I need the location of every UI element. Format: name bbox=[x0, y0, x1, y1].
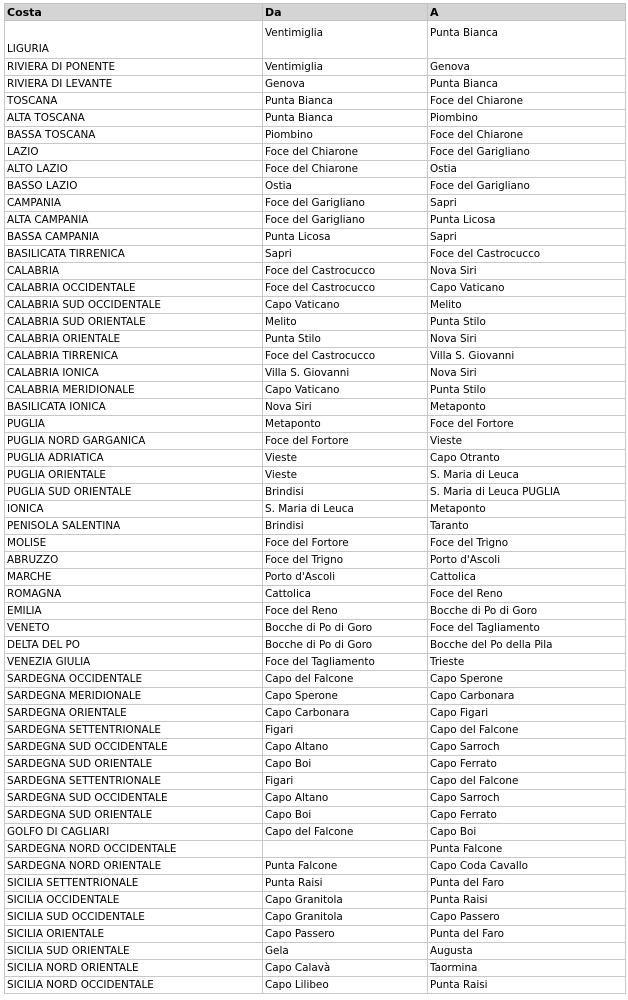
cell-costa: TOSCANA bbox=[5, 93, 263, 110]
cell-da: Foce del Castrocucco bbox=[263, 348, 428, 365]
cell-costa: SICILIA NORD OCCIDENTALE bbox=[5, 977, 263, 994]
cell-costa: IONICA bbox=[5, 501, 263, 518]
cell-costa: PUGLIA ORIENTALE bbox=[5, 467, 263, 484]
table-row bbox=[5, 76, 626, 93]
cell-costa: PUGLIA bbox=[5, 416, 263, 433]
cell-da: Punta Bianca bbox=[263, 93, 428, 110]
table-row bbox=[5, 943, 626, 960]
cell-da: Foce del Fortore bbox=[263, 535, 428, 552]
table-row bbox=[5, 773, 626, 790]
cell-da: Foce del Castrocucco bbox=[263, 263, 428, 280]
cell-a: Sapri bbox=[428, 229, 626, 246]
cell-a: Punta Bianca bbox=[428, 76, 626, 93]
cell-a: Capo Carbonara bbox=[428, 688, 626, 705]
cell-a: S. Maria di Leuca PUGLIA bbox=[428, 484, 626, 501]
table-row bbox=[5, 790, 626, 807]
table-header-row bbox=[5, 4, 626, 21]
cell-costa: PUGLIA NORD GARGANICA bbox=[5, 433, 263, 450]
cell-da: Cattolica bbox=[263, 586, 428, 603]
cell-a: Capo Figari bbox=[428, 705, 626, 722]
cell-costa: BASILICATA IONICA bbox=[5, 399, 263, 416]
cell-costa: PENISOLA SALENTINA bbox=[5, 518, 263, 535]
table-row bbox=[5, 314, 626, 331]
cell-a: Punta Bianca bbox=[428, 21, 626, 59]
cell-a: Foce del Tagliamento bbox=[428, 620, 626, 637]
cell-a: S. Maria di Leuca bbox=[428, 467, 626, 484]
cell-costa: CALABRIA OCCIDENTALE bbox=[5, 280, 263, 297]
cell-da: Metaponto bbox=[263, 416, 428, 433]
table-row bbox=[5, 484, 626, 501]
table-row bbox=[5, 93, 626, 110]
cell-da: Punta Licosa bbox=[263, 229, 428, 246]
cell-da: Bocche di Po di Goro bbox=[263, 637, 428, 654]
cell-costa: CALABRIA SUD OCCIDENTALE bbox=[5, 297, 263, 314]
cell-da bbox=[263, 841, 428, 858]
table-row bbox=[5, 433, 626, 450]
cell-costa: MOLISE bbox=[5, 535, 263, 552]
cell-a: Capo Sarroch bbox=[428, 739, 626, 756]
cell-da: Foce del Tagliamento bbox=[263, 654, 428, 671]
table-body bbox=[5, 21, 626, 994]
table-row bbox=[5, 552, 626, 569]
table-row bbox=[5, 110, 626, 127]
cell-costa: SICILIA ORIENTALE bbox=[5, 926, 263, 943]
table-row bbox=[5, 586, 626, 603]
cell-a: Punta del Faro bbox=[428, 875, 626, 892]
cell-a: Villa S. Giovanni bbox=[428, 348, 626, 365]
cell-costa: DELTA DEL PO bbox=[5, 637, 263, 654]
cell-a: Bocche di Po di Goro bbox=[428, 603, 626, 620]
cell-costa: BASILICATA TIRRENICA bbox=[5, 246, 263, 263]
table-row bbox=[5, 671, 626, 688]
cell-a: Melito bbox=[428, 297, 626, 314]
cell-costa: ALTA TOSCANA bbox=[5, 110, 263, 127]
cell-a: Capo Coda Cavallo bbox=[428, 858, 626, 875]
cell-da: Brindisi bbox=[263, 484, 428, 501]
cell-a: Trieste bbox=[428, 654, 626, 671]
cell-da: Capo Lilibeo bbox=[263, 977, 428, 994]
cell-da: Gela bbox=[263, 943, 428, 960]
cell-a: Foce del Garigliano bbox=[428, 178, 626, 195]
cell-costa: CALABRIA bbox=[5, 263, 263, 280]
cell-da: Foce del Reno bbox=[263, 603, 428, 620]
cell-costa: VENEZIA GIULIA bbox=[5, 654, 263, 671]
cell-costa: SICILIA NORD ORIENTALE bbox=[5, 960, 263, 977]
cell-a: Punta Raisi bbox=[428, 977, 626, 994]
cell-costa: SARDEGNA NORD OCCIDENTALE bbox=[5, 841, 263, 858]
cell-costa: ROMAGNA bbox=[5, 586, 263, 603]
cell-a: Bocche del Po della Pila bbox=[428, 637, 626, 654]
table-row bbox=[5, 161, 626, 178]
cell-a: Piombino bbox=[428, 110, 626, 127]
cell-a: Taranto bbox=[428, 518, 626, 535]
cell-costa: VENETO bbox=[5, 620, 263, 637]
cell-costa: CALABRIA ORIENTALE bbox=[5, 331, 263, 348]
cell-costa: SARDEGNA NORD ORIENTALE bbox=[5, 858, 263, 875]
cell-a: Capo Otranto bbox=[428, 450, 626, 467]
cell-da: Foce del Garigliano bbox=[263, 212, 428, 229]
cell-a: Foce del Garigliano bbox=[428, 144, 626, 161]
table-row bbox=[5, 416, 626, 433]
cell-da: Bocche di Po di Goro bbox=[263, 620, 428, 637]
coast-table-container bbox=[4, 3, 625, 994]
cell-costa: SARDEGNA SUD OCCIDENTALE bbox=[5, 790, 263, 807]
table-row bbox=[5, 603, 626, 620]
cell-da: Vieste bbox=[263, 450, 428, 467]
table-row bbox=[5, 875, 626, 892]
cell-da: Melito bbox=[263, 314, 428, 331]
cell-a: Capo Sarroch bbox=[428, 790, 626, 807]
cell-a: Punta del Faro bbox=[428, 926, 626, 943]
cell-da: Sapri bbox=[263, 246, 428, 263]
table-row bbox=[5, 892, 626, 909]
table-row bbox=[5, 841, 626, 858]
cell-a: Genova bbox=[428, 59, 626, 76]
column-header-costa: Costa bbox=[5, 4, 263, 21]
cell-a: Punta Stilo bbox=[428, 314, 626, 331]
table-row bbox=[5, 501, 626, 518]
cell-costa: EMILIA bbox=[5, 603, 263, 620]
table-row bbox=[5, 348, 626, 365]
table-row bbox=[5, 824, 626, 841]
cell-costa: SARDEGNA MERIDIONALE bbox=[5, 688, 263, 705]
table-row bbox=[5, 467, 626, 484]
table-row bbox=[5, 246, 626, 263]
cell-a: Capo Ferrato bbox=[428, 807, 626, 824]
column-header-da: Da bbox=[263, 4, 428, 21]
cell-costa: LAZIO bbox=[5, 144, 263, 161]
cell-da: Villa S. Giovanni bbox=[263, 365, 428, 382]
cell-a: Capo Ferrato bbox=[428, 756, 626, 773]
table-row bbox=[5, 399, 626, 416]
cell-costa: ABRUZZO bbox=[5, 552, 263, 569]
cell-da: Vieste bbox=[263, 467, 428, 484]
cell-da: Ventimiglia bbox=[263, 21, 428, 59]
cell-a: Taormina bbox=[428, 960, 626, 977]
cell-a: Capo Passero bbox=[428, 909, 626, 926]
cell-costa: ALTA CAMPANIA bbox=[5, 212, 263, 229]
table-row bbox=[5, 450, 626, 467]
cell-a: Metaponto bbox=[428, 399, 626, 416]
cell-a: Capo del Falcone bbox=[428, 722, 626, 739]
cell-a: Punta Raisi bbox=[428, 892, 626, 909]
cell-a: Foce del Castrocucco bbox=[428, 246, 626, 263]
cell-a: Punta Falcone bbox=[428, 841, 626, 858]
table-row bbox=[5, 654, 626, 671]
cell-da: Figari bbox=[263, 722, 428, 739]
cell-da: Foce del Garigliano bbox=[263, 195, 428, 212]
cell-costa: CALABRIA SUD ORIENTALE bbox=[5, 314, 263, 331]
table-row bbox=[5, 926, 626, 943]
cell-da: Punta Falcone bbox=[263, 858, 428, 875]
table-row bbox=[5, 195, 626, 212]
cell-da: Capo Boi bbox=[263, 807, 428, 824]
cell-da: Capo del Falcone bbox=[263, 671, 428, 688]
table-row bbox=[5, 280, 626, 297]
cell-costa: GOLFO DI CAGLIARI bbox=[5, 824, 263, 841]
cell-costa: SICILIA SUD OCCIDENTALE bbox=[5, 909, 263, 926]
cell-a: Vieste bbox=[428, 433, 626, 450]
cell-da: Capo Boi bbox=[263, 756, 428, 773]
cell-costa: BASSA CAMPANIA bbox=[5, 229, 263, 246]
cell-costa: SARDEGNA ORIENTALE bbox=[5, 705, 263, 722]
cell-costa: SARDEGNA SETTENTRIONALE bbox=[5, 722, 263, 739]
cell-a: Punta Stilo bbox=[428, 382, 626, 399]
cell-costa: SICILIA SUD ORIENTALE bbox=[5, 943, 263, 960]
cell-costa: SARDEGNA SUD ORIENTALE bbox=[5, 756, 263, 773]
cell-a: Nova Siri bbox=[428, 263, 626, 280]
cell-da: Foce del Chiarone bbox=[263, 161, 428, 178]
cell-costa: ALTO LAZIO bbox=[5, 161, 263, 178]
cell-da: Capo del Falcone bbox=[263, 824, 428, 841]
cell-da: Capo Granitola bbox=[263, 892, 428, 909]
cell-da: Capo Vaticano bbox=[263, 382, 428, 399]
column-header-a: A bbox=[428, 4, 626, 21]
table-row bbox=[5, 21, 626, 59]
table-row bbox=[5, 229, 626, 246]
cell-da: Punta Stilo bbox=[263, 331, 428, 348]
cell-da: S. Maria di Leuca bbox=[263, 501, 428, 518]
table-row bbox=[5, 178, 626, 195]
cell-da: Nova Siri bbox=[263, 399, 428, 416]
cell-da: Capo Altano bbox=[263, 790, 428, 807]
cell-da: Capo Altano bbox=[263, 739, 428, 756]
table-row bbox=[5, 739, 626, 756]
table-row bbox=[5, 909, 626, 926]
cell-da: Capo Calavà bbox=[263, 960, 428, 977]
table-row bbox=[5, 127, 626, 144]
cell-a: Capo Sperone bbox=[428, 671, 626, 688]
table-row bbox=[5, 365, 626, 382]
cell-da: Ventimiglia bbox=[263, 59, 428, 76]
cell-da: Piombino bbox=[263, 127, 428, 144]
cell-costa: CALABRIA IONICA bbox=[5, 365, 263, 382]
cell-a: Capo del Falcone bbox=[428, 773, 626, 790]
cell-da: Capo Carbonara bbox=[263, 705, 428, 722]
cell-da: Ostia bbox=[263, 178, 428, 195]
cell-costa: SICILIA OCCIDENTALE bbox=[5, 892, 263, 909]
cell-a: Capo Vaticano bbox=[428, 280, 626, 297]
cell-costa: BASSA TOSCANA bbox=[5, 127, 263, 144]
coast-table bbox=[4, 3, 626, 994]
cell-a: Cattolica bbox=[428, 569, 626, 586]
table-row bbox=[5, 722, 626, 739]
cell-costa: CALABRIA TIRRENICA bbox=[5, 348, 263, 365]
cell-a: Foce del Fortore bbox=[428, 416, 626, 433]
cell-a: Punta Licosa bbox=[428, 212, 626, 229]
table-row bbox=[5, 569, 626, 586]
cell-da: Foce del Castrocucco bbox=[263, 280, 428, 297]
cell-a: Foce del Chiarone bbox=[428, 127, 626, 144]
cell-da: Foce del Fortore bbox=[263, 433, 428, 450]
cell-a: Ostia bbox=[428, 161, 626, 178]
cell-costa: RIVIERA DI LEVANTE bbox=[5, 76, 263, 93]
table-row bbox=[5, 518, 626, 535]
cell-a: Nova Siri bbox=[428, 331, 626, 348]
cell-costa: CALABRIA MERIDIONALE bbox=[5, 382, 263, 399]
cell-costa: PUGLIA ADRIATICA bbox=[5, 450, 263, 467]
table-row bbox=[5, 535, 626, 552]
cell-costa: SARDEGNA SUD ORIENTALE bbox=[5, 807, 263, 824]
cell-da: Punta Raisi bbox=[263, 875, 428, 892]
cell-costa: SARDEGNA SUD OCCIDENTALE bbox=[5, 739, 263, 756]
table-row bbox=[5, 807, 626, 824]
cell-a: Capo Boi bbox=[428, 824, 626, 841]
table-row bbox=[5, 756, 626, 773]
table-row bbox=[5, 263, 626, 280]
cell-da: Punta Bianca bbox=[263, 110, 428, 127]
cell-a: Augusta bbox=[428, 943, 626, 960]
table-row bbox=[5, 688, 626, 705]
cell-costa: SARDEGNA SETTENTRIONALE bbox=[5, 773, 263, 790]
table-row bbox=[5, 977, 626, 994]
cell-da: Brindisi bbox=[263, 518, 428, 535]
cell-da: Capo Sperone bbox=[263, 688, 428, 705]
cell-costa: RIVIERA DI PONENTE bbox=[5, 59, 263, 76]
table-row bbox=[5, 705, 626, 722]
table-row bbox=[5, 960, 626, 977]
cell-da: Foce del Trigno bbox=[263, 552, 428, 569]
cell-da: Capo Granitola bbox=[263, 909, 428, 926]
table-row bbox=[5, 59, 626, 76]
table-row bbox=[5, 637, 626, 654]
table-row bbox=[5, 144, 626, 161]
table-row bbox=[5, 297, 626, 314]
table-row bbox=[5, 620, 626, 637]
table-row bbox=[5, 858, 626, 875]
cell-costa: BASSO LAZIO bbox=[5, 178, 263, 195]
cell-a: Metaponto bbox=[428, 501, 626, 518]
cell-costa: MARCHE bbox=[5, 569, 263, 586]
cell-da: Foce del Chiarone bbox=[263, 144, 428, 161]
cell-da: Porto d'Ascoli bbox=[263, 569, 428, 586]
cell-a: Foce del Trigno bbox=[428, 535, 626, 552]
cell-da: Genova bbox=[263, 76, 428, 93]
cell-a: Nova Siri bbox=[428, 365, 626, 382]
cell-da: Capo Passero bbox=[263, 926, 428, 943]
cell-a: Sapri bbox=[428, 195, 626, 212]
cell-costa: PUGLIA SUD ORIENTALE bbox=[5, 484, 263, 501]
table-row bbox=[5, 382, 626, 399]
cell-costa: LIGURIA bbox=[5, 21, 263, 59]
cell-costa: SICILIA SETTENTRIONALE bbox=[5, 875, 263, 892]
cell-costa: SARDEGNA OCCIDENTALE bbox=[5, 671, 263, 688]
cell-a: Foce del Chiarone bbox=[428, 93, 626, 110]
table-row bbox=[5, 331, 626, 348]
cell-a: Porto d'Ascoli bbox=[428, 552, 626, 569]
table-row bbox=[5, 212, 626, 229]
cell-da: Figari bbox=[263, 773, 428, 790]
cell-a: Foce del Reno bbox=[428, 586, 626, 603]
cell-da: Capo Vaticano bbox=[263, 297, 428, 314]
cell-costa: CAMPANIA bbox=[5, 195, 263, 212]
